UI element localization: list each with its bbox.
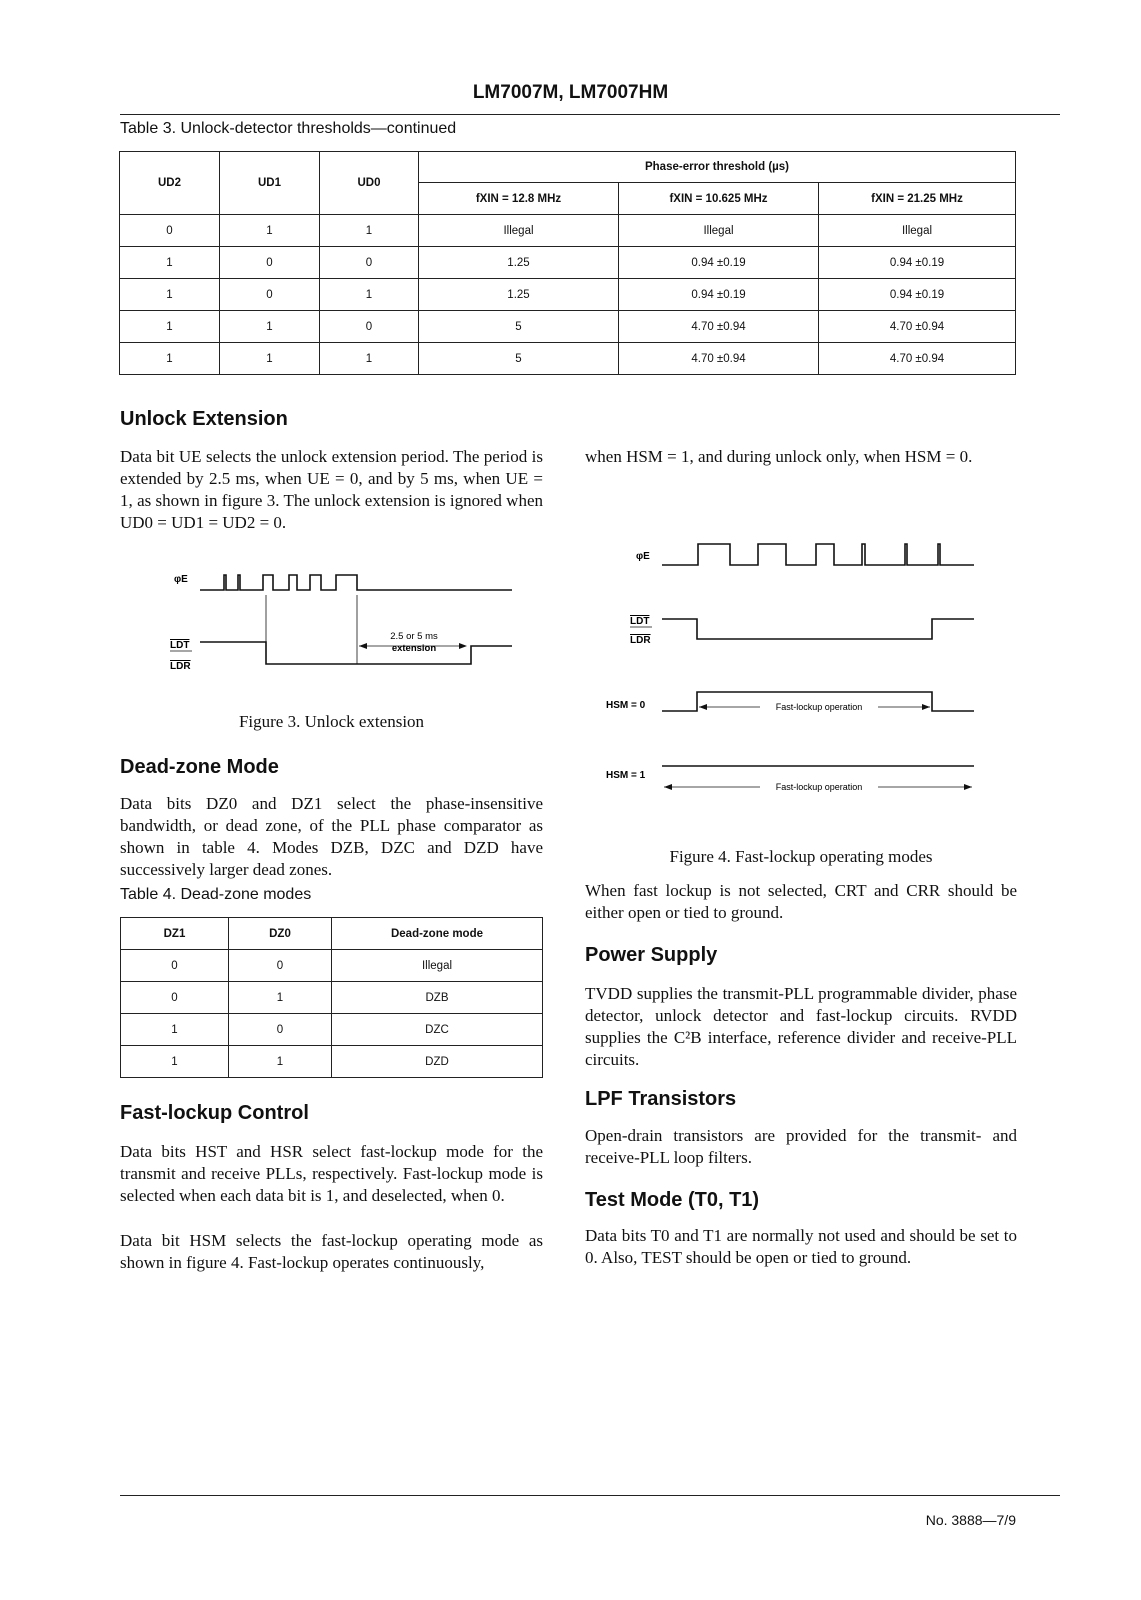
fast-lockup-paragraph-2: Data bit HSM selects the fast-lockup operating mode as shown in figure 4. Fast-lockup operates continuously, (120, 1231, 543, 1272)
table-cell: 0 (121, 982, 229, 1014)
table-cell: 0.94 ±0.19 (619, 247, 819, 279)
fast-lockup-heading: Fast-lockup Control (120, 1102, 309, 1124)
table-cell: 4.70 ±0.94 (819, 311, 1016, 343)
figure4-hsm0-label: HSM = 0 (606, 700, 646, 711)
fast-lockup-paragraph-2-continued: when HSM = 1, and during unlock only, when HSM = 0. (585, 447, 973, 466)
table-row (121, 1046, 543, 1078)
table-cell: 0 (229, 950, 332, 982)
figure3-ldt-label: LDT (170, 640, 190, 651)
table-cell: 1 (320, 343, 419, 375)
table-cell: 0 (320, 311, 419, 343)
figure3-phi-label: φE (174, 574, 188, 585)
table-cell: 4.70 ±0.94 (619, 343, 819, 375)
table-row (121, 982, 543, 1014)
figure4-hsm1-label: HSM = 1 (606, 770, 646, 781)
table4-caption: Table 4. Dead-zone modes (120, 886, 312, 903)
table3-header-freq-1: fXIN = 12.8 MHz (419, 183, 619, 215)
lpf-transistors-paragraph: Open-drain transistors are provided for the transmit- and receive-PLL loop filters. (585, 1126, 1017, 1167)
table-cell: 1.25 (419, 279, 619, 311)
table4-header-dz1: DZ1 (121, 918, 229, 950)
figure4-hsm1-annotation: Fast-lockup operation (775, 782, 863, 792)
table-cell: 1 (229, 982, 332, 1014)
table-cell: 1 (320, 215, 419, 247)
table-cell: Illegal (419, 215, 619, 247)
table-row (120, 279, 1016, 311)
table-cell: 0.94 ±0.19 (819, 247, 1016, 279)
table-cell: 1 (120, 247, 220, 279)
table-cell: 0 (320, 247, 419, 279)
lpf-transistors-heading: LPF Transistors (585, 1088, 737, 1110)
table-cell: 1 (120, 311, 220, 343)
table3-header-ud2: UD2 (120, 152, 220, 215)
table-cell: 1 (121, 1014, 229, 1046)
table-cell: Illegal (332, 950, 543, 982)
table-cell: DZB (332, 982, 543, 1014)
figure3-annotation-line2: extension (391, 643, 437, 654)
test-mode-heading: Test Mode (T0, T1) (585, 1189, 760, 1211)
figure3-timing-diagram (160, 555, 540, 690)
table3-caption: Table 3. Unlock-detector thresholds—continued (120, 120, 457, 137)
footer-page-number: No. 3888—7/9 (925, 1512, 1016, 1528)
fast-lockup-note-paragraph: When fast lockup is not selected, CRT and CRR should be either open or tied to ground. (585, 881, 1017, 922)
table-row (120, 343, 1016, 375)
table3-header-freq-2: fXIN = 10.625 MHz (619, 183, 819, 215)
table-cell: 0 (229, 1014, 332, 1046)
table-cell: 5 (419, 343, 619, 375)
table-cell: 1 (120, 279, 220, 311)
figure4-phi-label: φE (636, 551, 650, 562)
table-cell: 0.94 ±0.19 (619, 279, 819, 311)
figure4-ldt-label: LDT (630, 616, 650, 627)
unlock-extension-heading: Unlock Extension (120, 408, 288, 430)
table-cell: 1 (120, 343, 220, 375)
table3-header-phase-error: Phase-error threshold (µs) (419, 152, 1016, 183)
table-cell: 0 (220, 279, 320, 311)
table-cell: 1 (121, 1046, 229, 1078)
figure3-ldr-label: LDR (170, 661, 191, 672)
dead-zone-paragraph: Data bits DZ0 and DZ1 select the phase-insensitive bandwidth, or dead zone, of the PLL phase comparator as shown in table 4. Modes DZB, DZC and DZD have successively larger dead zones. (120, 794, 543, 879)
table-row (120, 311, 1016, 343)
figure4-hsm0-annotation: Fast-lockup operation (775, 702, 863, 712)
table-cell: 4.70 ±0.94 (619, 311, 819, 343)
table-cell: DZD (332, 1046, 543, 1078)
table-row (121, 950, 543, 982)
table-cell: 0 (121, 950, 229, 982)
figure4-caption: Figure 4. Fast-lockup operating modes (669, 847, 933, 866)
dead-zone-heading: Dead-zone Mode (120, 756, 279, 778)
fast-lockup-paragraph-1: Data bits HST and HSR select fast-lockup mode for the transmit and receive PLLs, respectively. Fast-lockup mode is selected when each data bit is 1, and deselected, when 0. (120, 1142, 543, 1205)
table4-header-dz0: DZ0 (229, 918, 332, 950)
table4 (120, 917, 543, 1078)
table-cell: 1 (220, 311, 320, 343)
page-header-title: LM7007M, LM7007HM (472, 82, 669, 103)
table-cell: 0 (120, 215, 220, 247)
figure3-caption: Figure 3. Unlock extension (238, 712, 425, 731)
table-row (121, 1014, 543, 1046)
unlock-extension-paragraph: Data bit UE selects the unlock extension period. The period is extended by 2.5 ms, when UE = 0, and by 5 ms, when UE = 1, as shown in figure 3. The unlock extension is ignored when UD0 = UD1 = UD2 = 0. (120, 447, 543, 532)
footer-rule (120, 1495, 1060, 1496)
table-cell: 1 (220, 215, 320, 247)
table-cell: DZC (332, 1014, 543, 1046)
table-cell: Illegal (819, 215, 1016, 247)
table-cell: 1.25 (419, 247, 619, 279)
table-cell: 1 (320, 279, 419, 311)
figure4-ldr-label: LDR (630, 635, 651, 646)
figure3-annotation-line1: 2.5 or 5 ms (390, 631, 438, 642)
power-supply-heading: Power Supply (585, 944, 718, 966)
table-cell: 0.94 ±0.19 (819, 279, 1016, 311)
table-cell: 0 (220, 247, 320, 279)
table-cell: 4.70 ±0.94 (819, 343, 1016, 375)
table-cell: Illegal (619, 215, 819, 247)
table-cell: 5 (419, 311, 619, 343)
table-row (120, 247, 1016, 279)
table4-header-mode: Dead-zone mode (332, 918, 543, 950)
table3 (119, 151, 1016, 375)
table-cell: 1 (229, 1046, 332, 1078)
test-mode-paragraph: Data bits T0 and T1 are normally not used and should be set to 0. Also, TEST should be open or tied to ground. (585, 1226, 1017, 1267)
table-row (120, 215, 1016, 247)
table3-header-freq-3: fXIN = 21.25 MHz (819, 183, 1016, 215)
table-cell: 1 (220, 343, 320, 375)
header-rule (120, 114, 1060, 115)
figure4-timing-diagram (600, 535, 990, 810)
power-supply-paragraph: TVDD supplies the transmit-PLL programmable divider, phase detector, unlock detector and fast-lockup circuits. RVDD supplies the C²B interface, reference divider and receive-PLL circuits. (585, 984, 1017, 1069)
table3-header-ud0: UD0 (320, 152, 419, 215)
table3-header-ud1: UD1 (220, 152, 320, 215)
